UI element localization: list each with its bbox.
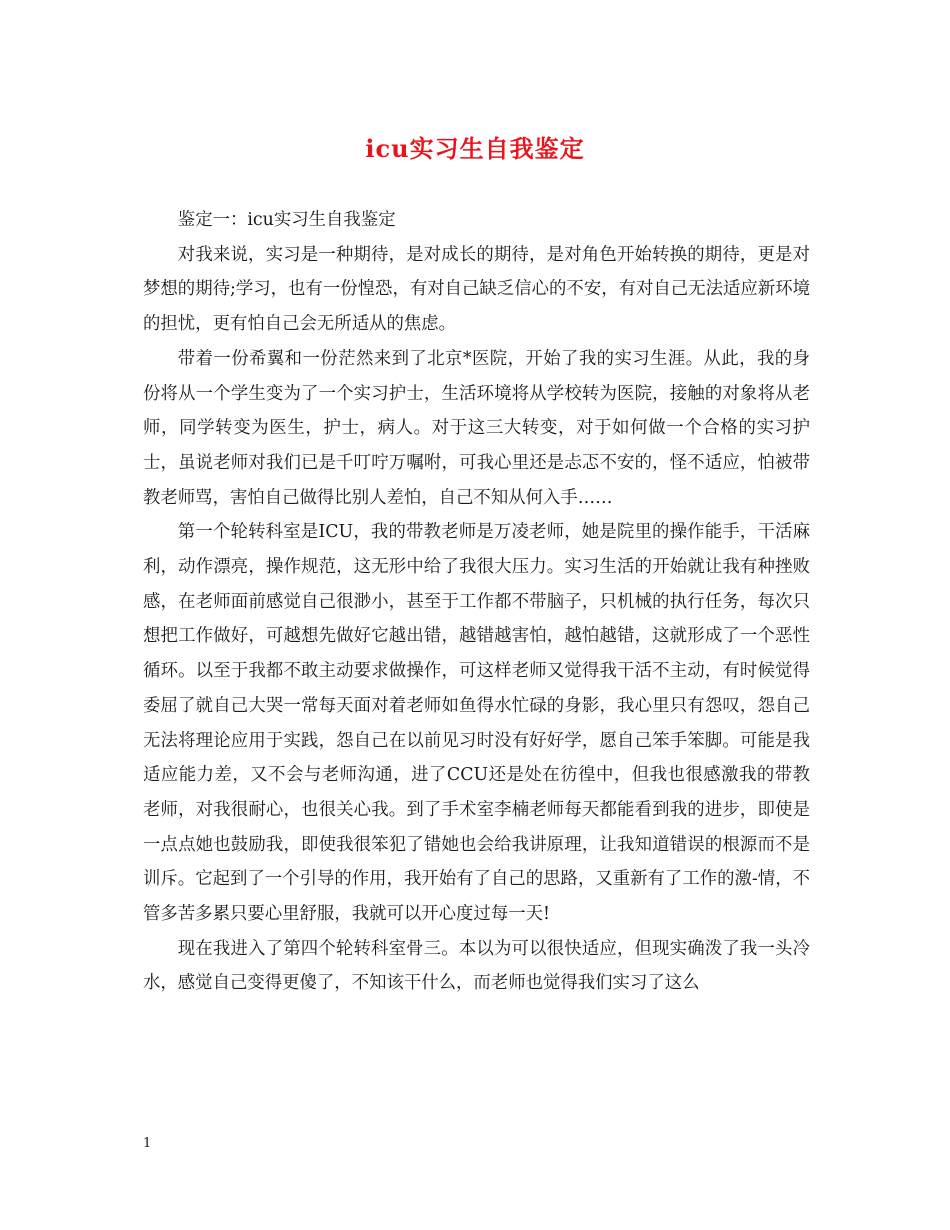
paragraph: 对我来说，实习是一种期待，是对成长的期待，是对角色开始转换的期待，更是对梦想的期待;学习，也有一份惶恐，有对自己缺乏信心的不安，有对自己无法适应新环境的担忧，更有怕自己会无所适从的焦虑。: [143, 244, 810, 335]
paragraph: 带着一份希翼和一份茫然来到了北京*医院，开始了我的实习生涯。从此，我的身份将从一个学生变为了一个实习护士，生活环境将从学校转为医院，接触的对象将从老师，同学转变为医生，护士，病人。对于这三大转变，对于如何做一个合格的实习护士，虽说老师对我们已是千叮咛万嘱咐，可我心里还是忐忑不安的，怪不适应，怕被带教老师骂，害怕自己做得比别人差怕，自己不知从何入手……: [143, 348, 810, 508]
paragraph-heading: 鉴定一：icu实习生自我鉴定: [177, 210, 396, 230]
document-title: icu实习生自我鉴定: [365, 134, 585, 163]
page-number: 1: [143, 1136, 152, 1151]
paragraph: 现在我进入了第四个轮转科室骨三。本以为可以很快适应，但现实确泼了我一头冷水，感觉自己变得更傻了，不知该干什么，而老师也觉得我们实习了这么: [143, 938, 810, 994]
paragraph: 第一个轮转科室是ICU，我的带教老师是万凌老师，她是院里的操作能手，干活麻利，动作漂亮，操作规范，这无形中给了我很大压力。实习生活的开始就让我有种挫败感，在老师面前感觉自己很渺小，甚至于工作都不带脑子，只机械的执行任务，每次只想把工作做好，可越想先做好它越出错，越错越害怕，越怕越错，这就形成了一个恶性循环。以至于我都不敢主动要求做操作，可这样老师又觉得我干活不主动，有时候觉得委屈了就自己大哭一常每天面对着老师如鱼得水忙碌的身影，我心里只有怨叹，怨自己无法将理论应用于实践，怨自己在以前见习时没有好好学，愿自己笨手笨脚。可能是我适应能力差，又不会与老师沟通，进了CCU还是处在彷徨中，但我也很感激我的带教老师，对我很耐心，也很关心我。到了手术室李楠老师每天都能看到我的进步，即使是一点点她也鼓励我，即使我很笨犯了错她也会给我讲原理，让我知道错误的根源而不是训斥。它起到了一个引导的作用，我开始有了自己的思路，又重新有了工作的激-情，不管多苦多累只要心里舒服，我就可以开心度过每一天!: [143, 522, 810, 925]
document-body: [143, 203, 810, 1001]
